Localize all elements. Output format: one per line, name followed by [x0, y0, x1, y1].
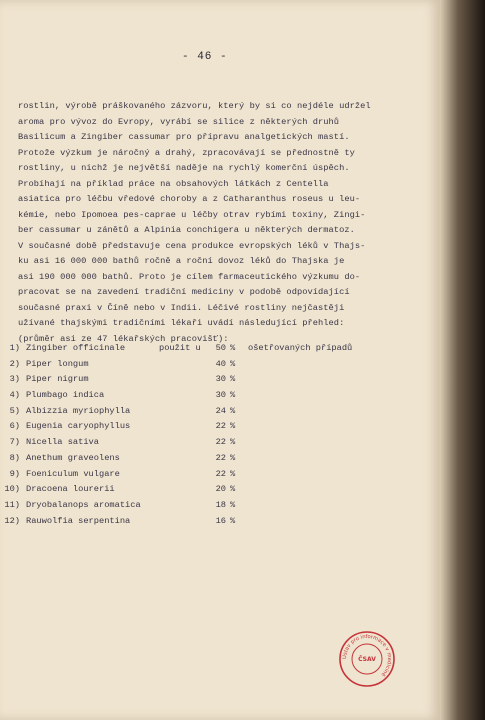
usage-percent: 50: [215, 343, 226, 353]
list-item: [4, 514, 424, 530]
list-item-number: 5): [9, 405, 20, 416]
plant-name: Rauwolfia serpentina: [26, 515, 131, 526]
percent-sign: %: [230, 390, 236, 401]
plant-name: Anethum graveolens: [26, 452, 120, 463]
paragraph-line: (průměr asi ze 47 lékařských pracovišť):: [18, 333, 229, 344]
paragraph-line: aroma pro vývoz do Evropy, vyrábí se silice z některých druhů: [18, 116, 340, 127]
list-item: [4, 451, 424, 467]
percent-sign: %: [230, 499, 236, 510]
paragraph-line: Basilicum a Zingiber cassumar pro přípravu analgetických mastí.: [18, 132, 350, 142]
percent-sign: %: [230, 374, 236, 385]
paragraph-line: Probíhají na příklad práce na obsahových látkách z Centella: [18, 178, 329, 189]
list-item-number: 4): [9, 390, 20, 401]
list-item-number: 11): [4, 499, 20, 510]
usage-percent: 18: [215, 499, 226, 510]
paragraph-line: užívané thajskými tradičními lékaři uvádí následující přehled:: [18, 318, 345, 328]
list-item-number: 8): [9, 452, 20, 463]
usage-percent: 40: [215, 358, 226, 369]
list-item: [4, 357, 424, 373]
list-item-number: 12): [4, 515, 20, 526]
percent-sign: %: [230, 343, 236, 353]
list-item-number: 2): [9, 358, 20, 369]
cases-label: ošetřovaných případů: [248, 343, 353, 353]
list-item: [4, 419, 424, 435]
plant-name: Piper longum: [26, 358, 89, 369]
usage-percent: 22: [215, 452, 226, 463]
used-label: použit u: [159, 343, 201, 353]
paragraph-line: pracovat se na zavedení tradiční mediciny v podobě odpovídající: [18, 287, 350, 297]
paragraph-line: současné praxi v Číně nebo v Indii. Léčivé rostliny nejčastěji: [18, 302, 345, 313]
plant-name: Dryobalanops aromatica: [26, 499, 141, 510]
plant-name: Piper nigrum: [26, 374, 89, 385]
paragraph-line: Protože výzkum je náročný a drahý, zpracovávají se přednostně ty: [18, 147, 355, 158]
usage-percent: 30: [215, 390, 226, 401]
stamp-ring-text: Ústav pro informace v medicíně: [341, 633, 393, 678]
list-item: [4, 372, 424, 388]
list-item-number: 1): [9, 343, 20, 353]
list-item-number: 3): [9, 374, 20, 385]
usage-percent: 24: [215, 405, 226, 416]
usage-percent: 22: [215, 437, 226, 448]
list-item-number: 6): [9, 421, 20, 432]
page-number: - 46 -: [182, 51, 228, 63]
usage-percent: 22: [215, 421, 226, 432]
percent-sign: %: [230, 468, 236, 479]
paragraph-line: ber cassumar u zánětů a Alpinia conchigera u některých dermatoz.: [18, 225, 355, 235]
paragraph-line: asiatica pro léčbu vředové choroby a z Catharanthus roseus u leu-: [18, 194, 361, 204]
paragraph-line: V současné době představuje cena produkce evropských léků v Thajs-: [18, 240, 366, 251]
percent-sign: %: [230, 405, 236, 416]
library-stamp: [338, 630, 396, 688]
list-item: [4, 467, 424, 483]
plant-name: Albizzia myriophylla: [26, 405, 131, 416]
list-item: [4, 435, 424, 451]
plant-name: Eugenia caryophyllus: [26, 421, 131, 432]
percent-sign: %: [230, 358, 236, 369]
plant-name: Zingiber officinale: [26, 343, 126, 353]
paragraph-line: ku asi 16 000 000 bathů ročně a roční dovoz léků do Thajska je: [18, 256, 345, 266]
stamp-center-text: ČSAV: [358, 656, 376, 663]
percent-sign: %: [230, 452, 236, 463]
percent-sign: %: [230, 515, 236, 526]
plant-name: Plumbago indica: [26, 390, 105, 401]
list-item: [4, 404, 424, 420]
usage-percent: 20: [215, 484, 226, 495]
list-item-number: 7): [9, 437, 20, 448]
body-paragraph: [18, 99, 428, 347]
percent-sign: %: [230, 437, 236, 448]
list-item: [4, 341, 424, 357]
plant-name: Dracoena lourerii: [26, 484, 115, 495]
list-item-number: 10): [4, 484, 20, 495]
paragraph-line: rostlin, výrobě práškovaného zázvoru, který by si co nejdéle udržel: [18, 101, 371, 111]
usage-percent: 16: [215, 515, 226, 526]
paragraph-line: asi 190 000 000 bathů. Proto je cílem farmaceutického výzkumu do-: [18, 271, 361, 282]
book-gutter: [440, 0, 485, 720]
paragraph-line: kémie, nebo Ipomoea pes-caprae u léčby otrav rybími toxiny, Zingi-: [18, 209, 366, 220]
plant-name: Foeniculum vulgare: [26, 468, 120, 479]
usage-percent: 30: [215, 374, 226, 385]
list-item-number: 9): [9, 468, 20, 479]
percent-sign: %: [230, 484, 236, 495]
list-item: [4, 388, 424, 404]
list-item: [4, 482, 424, 498]
usage-percent: 22: [215, 468, 226, 479]
paragraph-line: rostliny, u nichž je největší naděje na rychlý komerční úspěch.: [18, 163, 350, 173]
percent-sign: %: [230, 421, 236, 432]
list-item: [4, 498, 424, 514]
plant-list: [4, 341, 424, 529]
plant-name: Nicella sativa: [26, 437, 99, 448]
